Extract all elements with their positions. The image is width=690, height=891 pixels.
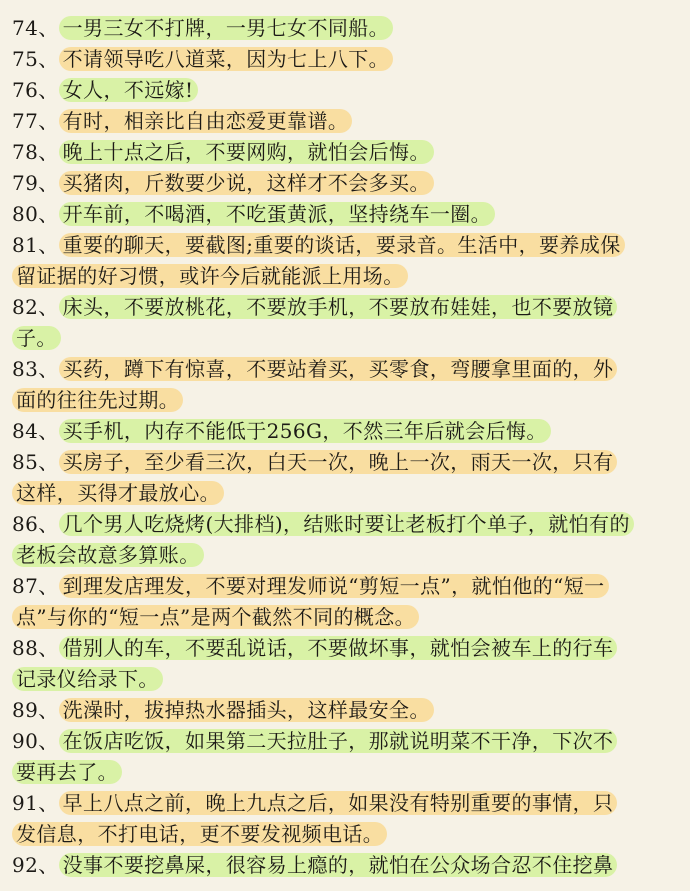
tips-list [12,13,682,881]
list-item [12,44,682,75]
list-item [12,199,682,230]
item-text: 买药，蹲下有惊喜，不要站着买，买零食，弯腰拿里面的，外 [59,357,618,381]
item-text: 没事不要挖鼻屎，很容易上瘾的，就怕在公众场合忍不住挖鼻 [59,853,618,877]
item-number: 74、 [12,16,59,40]
item-number: 90、 [12,729,59,753]
item-text: 早上八点之前，晚上九点之后，如果没有特别重要的事情，只 [59,791,618,815]
item-text: 留证据的好习惯，或许今后就能派上用场。 [12,264,408,288]
item-number: 77、 [12,109,59,133]
list-item [12,168,682,199]
item-number: 85、 [12,450,59,474]
list-item [12,509,682,540]
list-item [12,354,682,385]
list-item [12,571,682,602]
list-item [12,106,682,137]
list-item [12,447,682,478]
item-text: 面的往往先过期。 [12,388,183,412]
item-number: 84、 [12,419,59,443]
item-text: 要再去了。 [12,760,122,784]
list-item-continuation [12,819,682,850]
list-item [12,695,682,726]
item-text: 重要的聊天，要截图;重要的谈话，要录音。生活中，要养成保 [59,233,625,257]
item-text: 子。 [12,326,61,350]
list-item [12,230,682,261]
item-text: 买房子，至少看三次，白天一次，晚上一次，雨天一次，只有 [59,450,618,474]
item-number: 91、 [12,791,59,815]
item-text: 晚上十点之后，不要网购，就怕会后悔。 [59,140,434,164]
item-number: 83、 [12,357,59,381]
item-number: 87、 [12,574,59,598]
list-item [12,788,682,819]
item-text: 到理发店理发，不要对理发师说“剪短一点”，就怕他的“短一 [59,574,609,598]
item-text: 一男三女不打牌，一男七女不同船。 [59,16,393,40]
list-item [12,75,682,106]
item-text: 老板会故意多算账。 [12,543,204,567]
list-item-continuation [12,478,682,509]
item-number: 75、 [12,47,59,71]
item-text: 点”与你的“短一点”是两个截然不同的概念。 [12,605,419,629]
item-text: 不请领导吃八道菜，因为七上八下。 [59,47,393,71]
list-item-continuation [12,757,682,788]
list-item-continuation [12,664,682,695]
item-text: 在饭店吃饭，如果第二天拉肚子，那就说明菜不干净，下次不 [59,729,618,753]
item-text: 洗澡时，拔掉热水器插头，这样最安全。 [59,698,434,722]
item-number: 80、 [12,202,59,226]
list-item [12,850,682,881]
list-item [12,292,682,323]
item-number: 89、 [12,698,59,722]
item-text: 买猪肉，斤数要少说，这样才不会多买。 [59,171,434,195]
list-item-continuation [12,385,682,416]
item-text: 记录仪给录下。 [12,667,163,691]
item-number: 92、 [12,853,59,877]
item-text: 买手机，内存不能低于256G，不然三年后就会后悔。 [59,419,551,443]
item-number: 82、 [12,295,59,319]
item-number: 88、 [12,636,59,660]
item-number: 78、 [12,140,59,164]
item-number: 81、 [12,233,59,257]
list-item [12,633,682,664]
list-item [12,13,682,44]
list-item [12,137,682,168]
list-item [12,726,682,757]
item-text: 床头，不要放桃花，不要放手机，不要放布娃娃，也不要放镜 [59,295,618,319]
list-item-continuation [12,540,682,571]
list-item-continuation [12,261,682,292]
item-text: 开车前，不喝酒，不吃蛋黄派，坚持绕车一圈。 [59,202,495,226]
item-text: 有时，相亲比自由恋爱更靠谱。 [59,109,353,133]
item-text: 发信息，不打电话，更不要发视频电话。 [12,822,387,846]
item-number: 76、 [12,78,59,102]
list-item [12,416,682,447]
item-text: 女人，不远嫁! [59,78,198,102]
item-number: 79、 [12,171,59,195]
list-item-continuation [12,323,682,354]
item-text: 借别人的车，不要乱说话，不要做坏事，就怕会被车上的行车 [59,636,618,660]
item-text: 几个男人吃烧烤(大排档)，结账时要让老板打个单子，就怕有的 [59,512,634,536]
item-number: 86、 [12,512,59,536]
item-text: 这样，买得才最放心。 [12,481,224,505]
list-item-continuation [12,602,682,633]
